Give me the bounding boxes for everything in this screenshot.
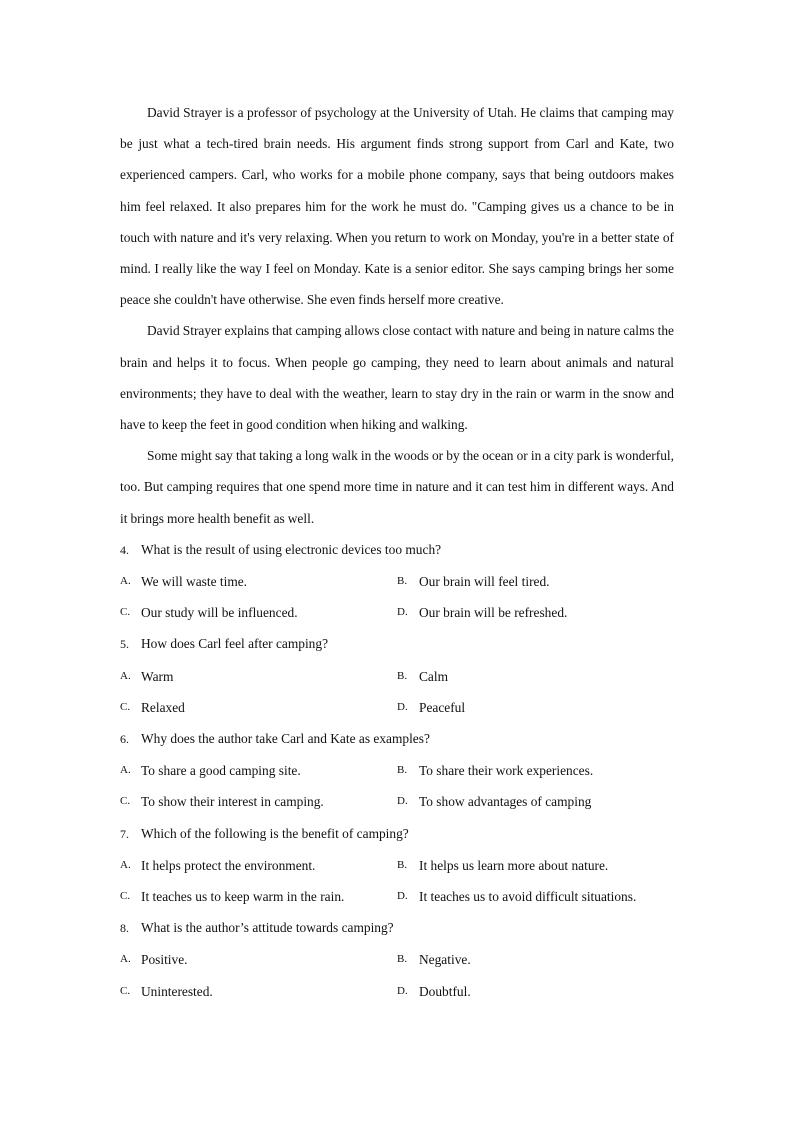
option-text: Our study will be influenced.	[141, 605, 298, 621]
option-letter: D.	[397, 890, 408, 903]
option-text: Warm	[141, 668, 174, 684]
option-letter: A.	[120, 575, 131, 588]
option-letter: B.	[397, 858, 408, 871]
option-letter: D.	[397, 795, 408, 808]
option-d	[397, 976, 674, 1007]
question-number: 8.	[120, 921, 129, 936]
question-5	[120, 628, 674, 723]
option-b	[397, 661, 674, 692]
option-text: Calm	[419, 668, 449, 684]
question-4	[120, 534, 674, 629]
question-text: Why does the author take Carl and Kate as examples?	[141, 731, 430, 747]
passage-paragraph-2: David Strayer explains that camping allows close contact with nature and being in nature calms the brain and helps it to focus. When people go camping, they need to learn about animals and natural environments; they have to deal with the weather, learn to stay dry in the rain or warm in the snow and have to keep the feet in good condition when hiking and walking.	[120, 323, 674, 433]
option-b	[397, 566, 674, 597]
option-d	[397, 692, 674, 723]
passage-paragraph-3: Some might say that taking a long walk in the woods or by the ocean or in a city park is wonderful, too. But camping requires that one spend more time in nature and it can test him in different ways. And it brings more health benefit as well.	[120, 448, 674, 526]
option-a	[120, 944, 397, 975]
question-text: How does Carl feel after camping?	[141, 636, 329, 652]
option-letter: C.	[120, 795, 131, 808]
option-letter: C.	[120, 890, 131, 903]
option-b	[397, 755, 674, 786]
question-6	[120, 723, 674, 818]
option-text: It teaches us to avoid difficult situations.	[419, 889, 637, 905]
passage-paragraph-1: David Strayer is a professor of psychology at the University of Utah. He claims that camping may be just what a tech-tired brain needs. His argument finds strong support from Carl and Kate, two experienced campers. Carl, who works for a mobile phone company, says that being outdoors makes him feel relaxed. It also prepares him for the work he must do. "Camping gives us a chance to be in touch with nature and it's very relaxing. When you return to work on Monday, you're in a better state of mind. I really like the way I feel on Monday. Kate is a senior editor. She says camping brings her some peace she couldn't have otherwise. She even finds herself more creative.	[120, 105, 674, 308]
option-d	[397, 786, 674, 817]
option-letter: A.	[120, 858, 131, 871]
option-list	[120, 850, 674, 912]
option-letter: C.	[120, 700, 131, 713]
option-letter: C.	[120, 984, 131, 997]
option-d	[397, 597, 674, 628]
option-list	[120, 944, 674, 1006]
option-text: Positive.	[141, 952, 188, 968]
question-number: 4.	[120, 542, 129, 557]
option-list	[120, 661, 674, 723]
option-letter: A.	[120, 953, 131, 966]
option-text: It helps protect the environment.	[141, 857, 316, 873]
option-text: It teaches us to keep warm in the rain.	[141, 889, 345, 905]
option-text: To share their work experiences.	[419, 763, 594, 779]
option-c	[120, 597, 397, 628]
question-stem	[120, 912, 674, 944]
question-number: 6.	[120, 732, 129, 747]
option-letter: B.	[397, 669, 408, 682]
option-letter: C.	[120, 606, 131, 619]
option-letter: B.	[397, 953, 408, 966]
option-a	[120, 755, 397, 786]
option-letter: B.	[397, 575, 408, 588]
option-b	[397, 944, 674, 975]
question-8	[120, 912, 674, 1007]
option-c	[120, 692, 397, 723]
option-letter: A.	[120, 669, 131, 682]
question-text: What is the result of using electronic devices too much?	[141, 541, 442, 557]
option-list	[120, 566, 674, 628]
question-number: 5.	[120, 637, 129, 652]
option-letter: B.	[397, 764, 408, 777]
option-c	[120, 786, 397, 817]
option-text: To share a good camping site.	[141, 763, 301, 779]
question-stem	[120, 818, 674, 850]
option-text: Peaceful	[419, 699, 466, 715]
option-a	[120, 850, 397, 881]
option-list	[120, 755, 674, 817]
question-text: What is the author’s attitude towards camping?	[141, 920, 394, 936]
question-number: 7.	[120, 826, 129, 841]
option-text: Uninterested.	[141, 983, 213, 999]
option-letter: A.	[120, 764, 131, 777]
option-a	[120, 661, 397, 692]
option-a	[120, 566, 397, 597]
option-text: Negative.	[419, 952, 471, 968]
option-letter: D.	[397, 700, 408, 713]
option-c	[120, 881, 397, 912]
option-text: To show advantages of camping	[419, 794, 592, 810]
option-b	[397, 850, 674, 881]
option-text: Relaxed	[141, 699, 185, 715]
question-stem	[120, 723, 674, 755]
question-stem	[120, 628, 674, 660]
option-text: We will waste time.	[141, 574, 248, 590]
option-letter: D.	[397, 984, 408, 997]
option-text: Doubtful.	[419, 983, 471, 999]
option-text: To show their interest in camping.	[141, 794, 324, 810]
document-page	[120, 97, 674, 1007]
question-text: Which of the following is the benefit of camping?	[141, 825, 409, 841]
option-text: It helps us learn more about nature.	[419, 857, 609, 873]
option-text: Our brain will feel tired.	[419, 574, 550, 590]
option-letter: D.	[397, 606, 408, 619]
option-text: Our brain will be refreshed.	[419, 605, 568, 621]
option-c	[120, 976, 397, 1007]
question-7	[120, 818, 674, 913]
question-stem	[120, 534, 674, 566]
option-d	[397, 881, 674, 912]
